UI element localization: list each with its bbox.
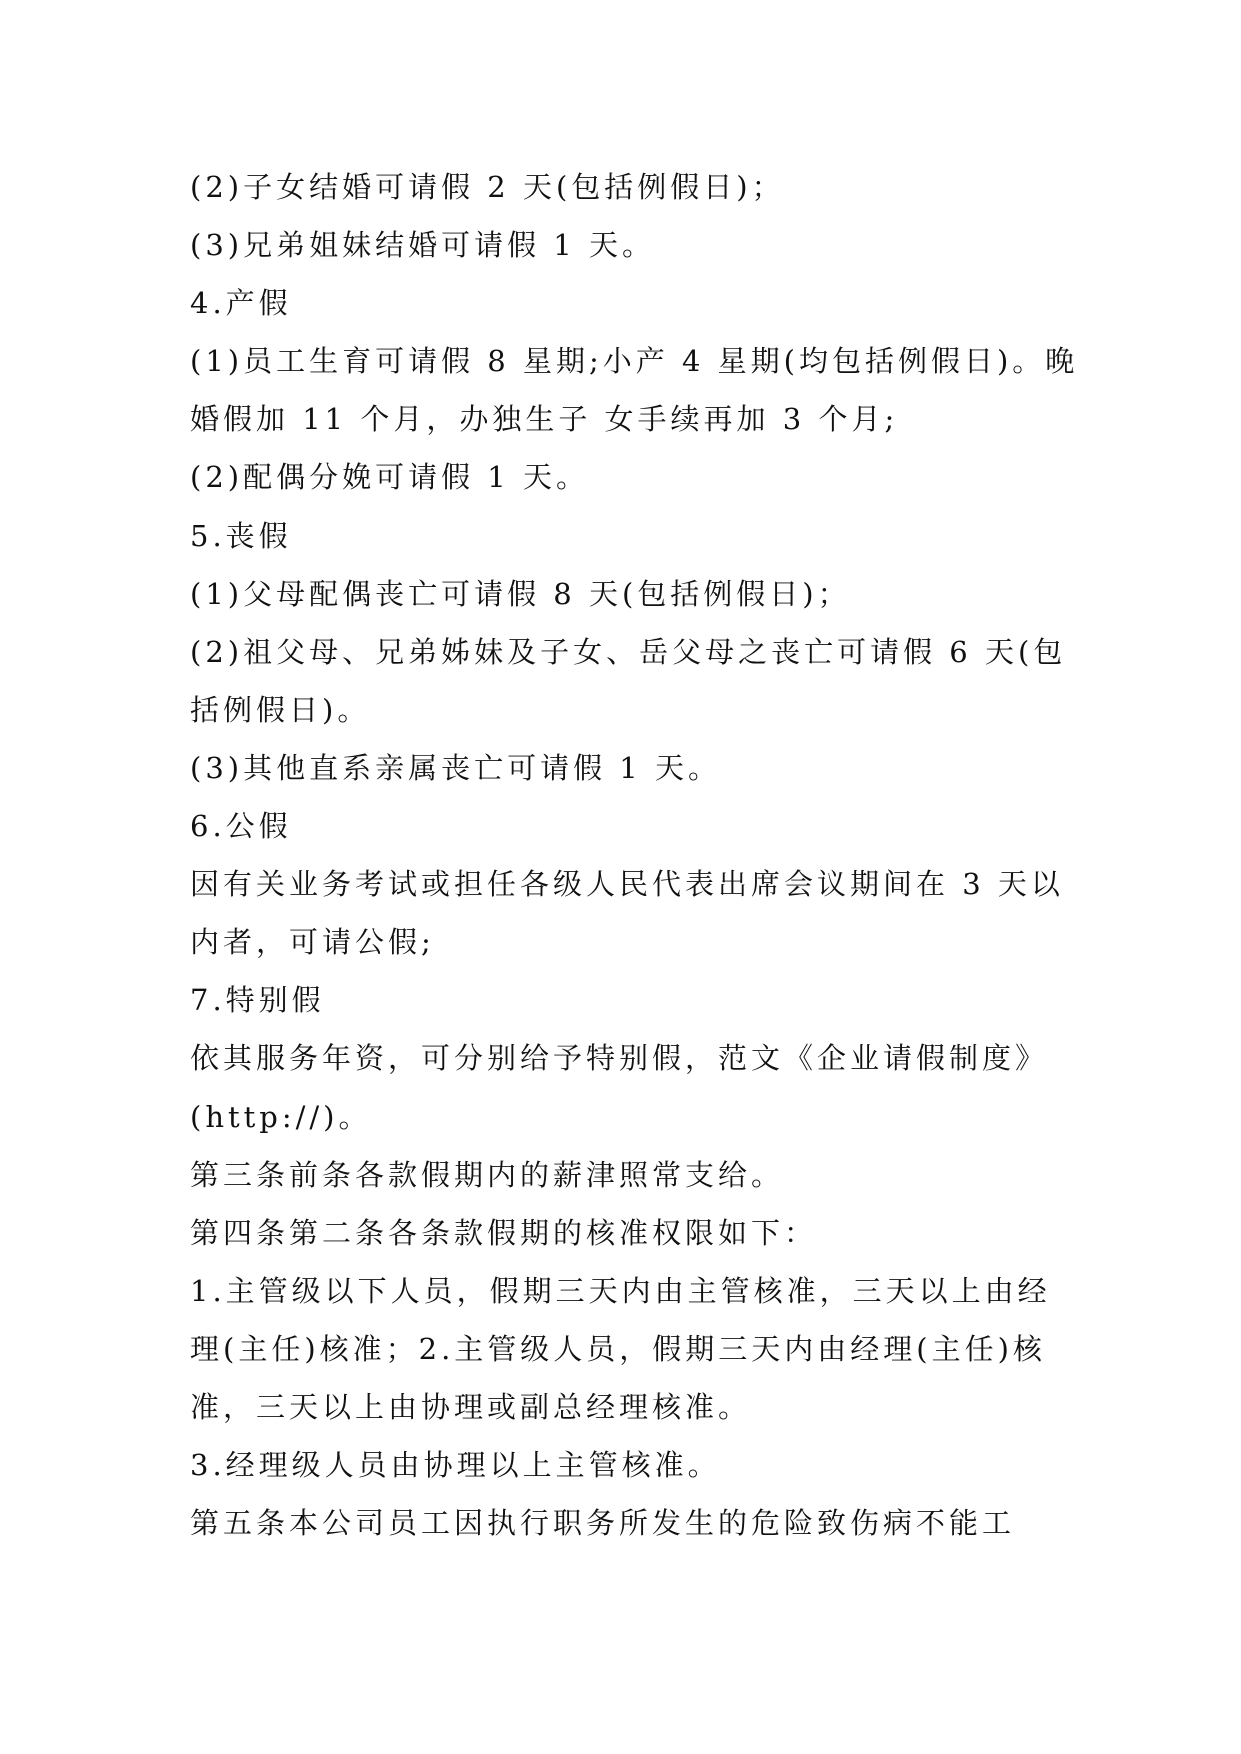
text-line: (1)父母配偶丧亡可请假 8 天(包括例假日)； bbox=[190, 576, 851, 611]
text-line: 1.主管级以下人员，假期三天内由主管核准，三天以上由经 bbox=[190, 1273, 1051, 1308]
text-line: 因有关业务考试或担任各级人民代表出席会议期间在 3 天以 bbox=[190, 867, 1064, 902]
section-heading: 7.特别假 bbox=[190, 983, 325, 1018]
text-line: (2)子女结婚可请假 2 天(包括例假日)； bbox=[190, 170, 785, 204]
text-line: (2)配偶分娩可请假 1 天。 bbox=[190, 460, 589, 495]
text-line: 内者，可请公假; bbox=[190, 925, 435, 960]
text-line: 括例假日)。 bbox=[190, 692, 371, 727]
text-line: (3)其他直系亲属丧亡可请假 1 天。 bbox=[190, 750, 721, 785]
text-line: 婚假加 11 个月，办独生子 女手续再加 3 个月; bbox=[190, 402, 899, 437]
section-heading: 6.公假 bbox=[190, 809, 292, 844]
text-line: 准，三天以上由协理或副总经理核准。 bbox=[190, 1389, 752, 1424]
document-body bbox=[190, 158, 1079, 1552]
text-line: (1)员工生育可请假 8 星期;小产 4 星期(均包括例假日)。晚 bbox=[190, 344, 1079, 379]
text-line: (http://)。 bbox=[190, 1099, 372, 1134]
article-line: 第三条前条各款假期内的薪津照常支给。 bbox=[190, 1157, 785, 1192]
text-line: 依其服务年资，可分别给予特别假，范文《企业请假制度》 bbox=[190, 1041, 1049, 1076]
article-line: 第四条第二条各条款假期的核准权限如下： bbox=[190, 1215, 818, 1250]
section-heading: 5.丧假 bbox=[190, 518, 292, 553]
text-line: 3.经理级人员由协理以上主管核准。 bbox=[190, 1448, 721, 1483]
text-line: (3)兄弟姐妹结婚可请假 1 天。 bbox=[190, 228, 655, 263]
text-line: 理(主任)核准；2.主管级人员，假期三天内由经理(主任)核 bbox=[190, 1331, 1046, 1366]
section-heading: 4.产假 bbox=[190, 286, 292, 321]
text-line: (2)祖父母、兄弟姊妹及子女、岳父母之丧亡可请假 6 天(包 bbox=[190, 634, 1067, 669]
article-line: 第五条本公司员工因执行职务所发生的危险致伤病不能工 bbox=[190, 1506, 1016, 1541]
